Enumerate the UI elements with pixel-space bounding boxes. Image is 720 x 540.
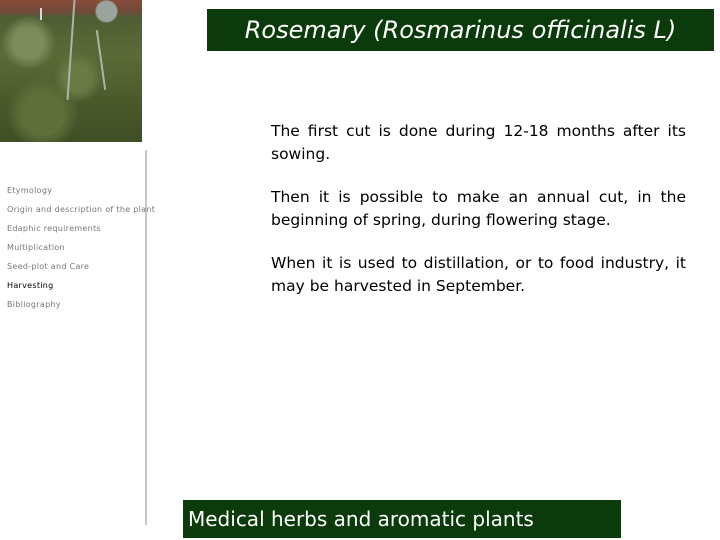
fence-post — [40, 8, 42, 20]
sidebar-item-origin[interactable]: Origin and description of the plant — [7, 205, 156, 214]
content-paragraph: Then it is possible to make an annual cut, in the beginning of spring, during flowering stage. — [271, 188, 686, 229]
sidebar-nav — [7, 186, 155, 319]
sidebar-item-edaphic[interactable]: Edaphic requirements — [7, 224, 101, 233]
plant-stem — [67, 0, 76, 100]
sidebar-item-multiplication[interactable]: Multiplication — [7, 243, 65, 252]
content-paragraph: The first cut is done during 12-18 months after its sowing. — [271, 122, 686, 163]
footer-accent — [155, 500, 183, 538]
sidebar-item-harvesting[interactable]: Harvesting — [7, 281, 54, 290]
footer-banner — [155, 500, 621, 538]
page-title-banner — [207, 9, 714, 51]
sidebar-item-etymology[interactable]: Etymology — [7, 186, 53, 195]
content-paragraph: When it is used to distillation, or to food industry, it may be harvested in September. — [271, 254, 686, 295]
page-title: Rosemary (Rosmarinus officinalis L) — [244, 16, 677, 44]
sidebar-item-seed-plot[interactable]: Seed-plot and Care — [7, 262, 90, 271]
rosemary-plant-photo — [0, 0, 142, 142]
sidebar-item-bibliography[interactable]: Bibliography — [7, 300, 61, 309]
plant-stem — [96, 30, 106, 90]
main-content — [271, 120, 686, 318]
footer-label: Medical herbs and aromatic plants — [188, 507, 534, 531]
